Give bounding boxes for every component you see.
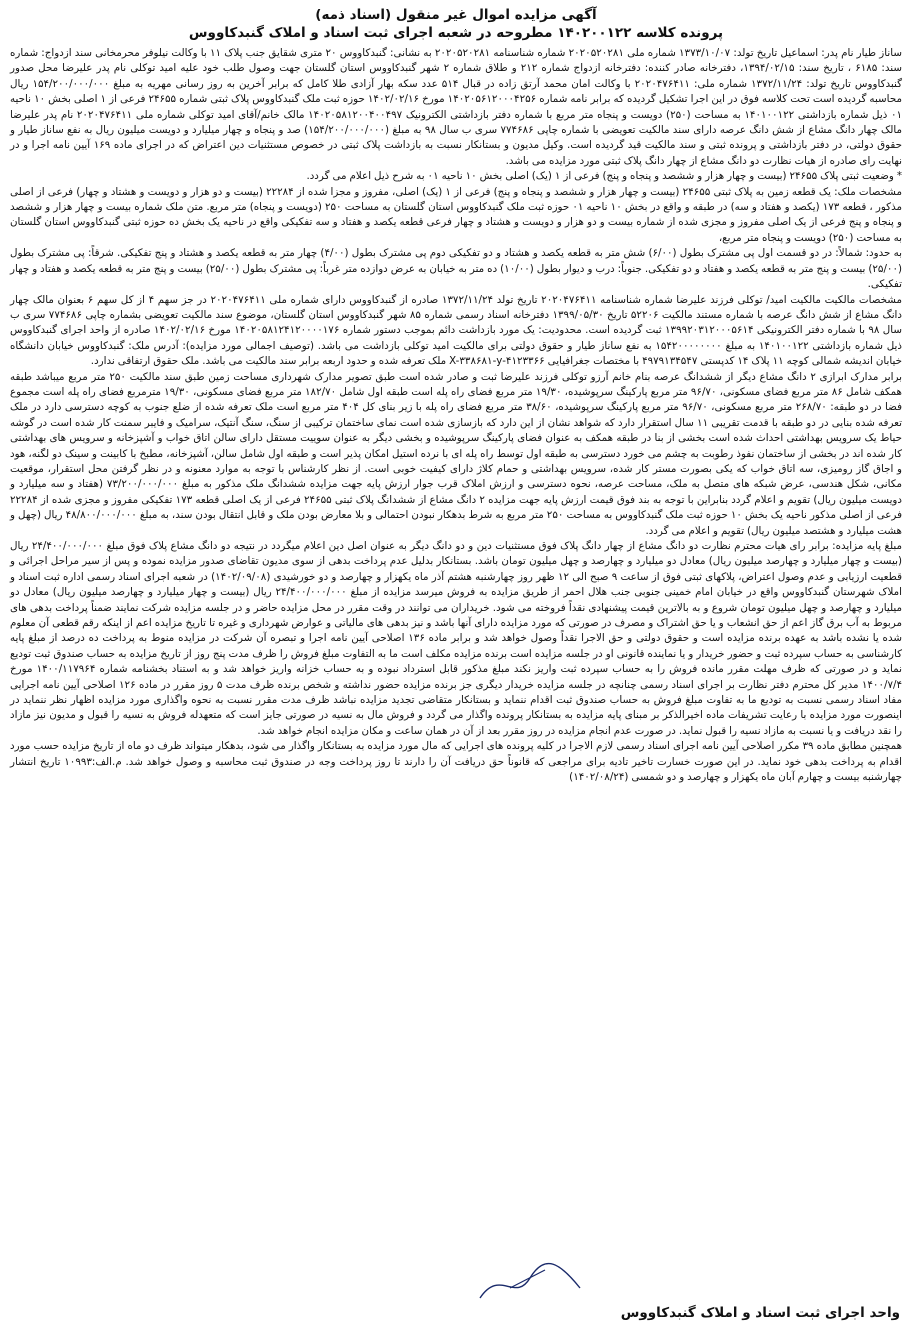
issuing-office-signature: واحد اجرای ثبت اسناد و املاک گنبدکاووس [620,1305,900,1321]
handwritten-signature-mark [470,1258,590,1308]
paragraph-final-notes: همچنین مطابق ماده ۳۹ مکرر اصلاحی آیین نامه اجرای اسناد رسمی لازم الاجرا در کلیه پرونده های اجرایی که مال مورد مزایده به بستانکار واگذار می شود، بدهکار میتواند ظرف دو ماه از تاریخ مزایده حسب مورد اقدام به پرداخت بدهی خود نماید. در این صورت خسارت تاخیر تادیه برای مراجعی که قانوناً حق دریافت آن را دارند تا روز پرداخت وجه در صندوق ثبت محاسبه و وصول خواهد شد. م.الف:۱۰۹۹۳ تاریخ انتشار چهارشنبه بیست و چهارم آبان ماه یکهزار و چهارصد و دو شمسی (۱۴۰۲/۰۸/۲۴) [10,740,903,784]
paragraph-boundaries: به حدود: شمالاً: در دو قسمت اول پی مشترک بطول (۶/۰۰) شش متر به قطعه یکصد و هشتاد و دو تفکیکی دوم پی مشترک بطول (۴/۰۰) چهار متر به قطعه یکصد و هشتاد و پنج تفکیکی. شرقاً: پی مشترک بطول (۲۵/۰۰) بیست و پنج متر به قطعه یکصد و هفتاد و دو تفکیکی. جنوباً: درب و دیوار بطول (۱۰/۰۰) ده متر به خیابان به عرض دوازده متر غرباً: پی مشترک بطول (۲۵/۰۰) بیست و پنج متر به قطعه یکصد و هفتاد و چهار تفکیکی. [10,247,903,291]
paragraph-auction-terms: مبلغ پایه مزایده: برابر رای هیات محترم نظارت دو دانگ مشاع از چهار دانگ پلاک فوق مستثنیات دین و دو دانگ دیگر به عنوان اصل دین اعلام میگردد در نتیجه دو دانگ مشاع پلاک فوق مبلغ ۲۴/۴۰۰/۰۰۰/۰۰۰ ریال (بیست و چهار میلیارد و چهارصد میلیون ریال) معادل دو میلیارد و چهارصد و چهل میلیون تومان باشد. بستانکار بدلیل عدم پرداخت بدهی از سوی مدیون تقاضای صدور مزایده نموده و پس از سیر مراحل اجرائی و قطعیت ارزیابی و عدم وصول اعتراض، پلاکهای ثبتی فوق از ساعت ۹ صبح الی ۱۲ ظهر روز چهارشنبه هشتم آذر ماه یکهزار و چهارصد و دو خورشیدی (۱۴۰۲/۰۹/۰۸) در شعبه اجرای اسناد رسمی اداره ثبت اسناد و املاک شهرستان گنبدکاووس واقع در خیابان امام خمینی جنوبی جنب هلال احمر از طریق مزایده به فروش میرسد مزایده از مبلغ ۲۴/۴۰۰/۰۰۰/۰۰۰ ریال (بیست و چهار میلیارد و چهارصد میلیون ریال) معادل دو میلیارد و چهارصد و چهل میلیون تومان شروع و به بالاترین قیمت پیشنهادی نقداً فروخته می شود. خریداران می توانند در وقت مقرر در محل مزایده حاضر و در جلسه مزایده شرکت نمایند ضمناً پرداخت بدهی های مربوط به آب برق گاز اعم از حق انشعاب و یا حق اشتراک و مصرف در صورتی که مورد مزایده دارای آنها باشد و نیز بدهی های مالیاتی و عوارض شهرداری و غیره تا تاریخ مزایده اعم از اینکه رقم قطعی آن معلوم شده یا نشده باشد به عهده برنده مزایده است و حقوق دولتی و حق الاجرا نقداً وصول خواهد شد و برابر ماده ۱۳۶ اصلاحی آیین نامه اجرا و تبصره آن شرکت در مزایده منوط به پرداخت ده درصد از مبلغ پایه کارشناسی به حساب سپرده ثبت و حضور خریدار و یا نماینده قانونی او در جلسه مزایده است برنده مزایده مکلف است ما به التفاوت مبلغ فروش را ظرف مدت پنج روز از تاریخ مزایده به حساب صندوق ثبت تودیع نماید و در صورتی که ظرف مهلت مقرر مانده فروش را به حساب سپرده ثبت واریز نکند مبلغ مذکور قابل استرداد نبوده و به حساب خزانه واریز خواهد شد و به استناد بخشنامه شماره ۱۴۰۰/۱۱۷۹۶۴ مورخ ۱۴۰۰/۷/۴ مدیر کل محترم دفتر نظارت بر اجرای اسناد رسمی چنانچه در جلسه مزایده خریدار دیگری جز برنده مزایده حضور نداشته و شخص برنده ظرف مدت ۵ روز مقرر در ماده ۱۲۶ اصلاحی آیین نامه اجرایی مفاد اسناد رسمی نسبت به تودیع ما به تفاوت مبلغ فروش به حساب صندوق ثبت اقدام ننماید و بستانکار متقاضی تجدید مزایده نباشد ظرف مدت مقرر نسبت به نحوه واگذاری مورد مزایده اظهار نظر ننماید در اینصورت مورد مزایده با رعایت تشریفات ماده اخیرالذکر بر مبنای پایه مزایده به بستانکار پرونده واگذار می گردد و فروش مال به نسیه در صورتی جایز است که متعهدله فروش به نسیه را قبول و مدیون نیز مازاد را نقد دریافت و یا نسبت به مازاد نسیه را قبول نماید. در صورت عدم انجام مزایده در روز مقرر بعد از آن در همان ساعت و مکان مزایده انجام خواهد شد. [10,540,903,737]
notice-subtitle: پرونده کلاسه ۱۴۰۲۰۰۱۲۲ مطروحه در شعبه اجرای ثبت اسناد و املاک گنبدکاووس [188,25,724,41]
paragraph-ownership: مشخصات مالکیت مالکیت امید/ توکلی فرزند علیرضا شماره شناسنامه ۲۰۲۰۴۷۶۴۱۱ تاریخ تولد ۱۳۷۲/۱۱/۲۴ صادره از گنبدکاووس دارای شماره ملی ۲۰۲۰۴۷۶۴۱۱ در جز سهم ۴ از کل سهم ۶ بعنوان مالک چهار دانگ مشاع از شش دانگ عرصه با شماره مستند مالکیت ۵۲۲۰۶ تاریخ ۱۳۹۹/۰۵/۳۰ دفترخانه اسناد رسمی شماره ۸۵ شهر گنبدکاووس استان گلستان، موضوع سند مالکیت تعویضی بشماره چاپی ۷۷۴۶۸۶ سری ب سال ۹۸ با شماره دفتر الکترونیکی ۱۳۹۹۲۰۳۱۲۰۰۰۵۶۱۴ ثبت گردیده است. محدودیت: یک مورد بازداشت دائم بموجب دستور شماره ۱۴۰۲۰۵۸۱۲۴۱۲۰۰۰۰۱۷۶ مورخ ۱۴۰۲/۰۲/۱۶ صادره از واحد اجرای گنبدکاووس ذیل شماره بازداشتی ۱۴۰۱۰۰۱۲۲ به مبلغ ۱۵۴۲۰۰۰۰۰۰۰۰ به نفع ساناز طیار و حقوق دولتی برای مالکیت امید توکلی بازداشت می باشد. (توصیف اجمالی مورد مزایده): آدرس ملک: گنبدکاووس خیابان دانشگاه خیابان اندیشه شمالی کوچه ۱۱ پلاک ۱۴ کدپستی ۴۹۷۹۱۳۴۵۴۷ با مختصات جغرافیایی X-۳۳۸۶۸۱-y-۴۱۲۳۳۶۶ ملک تعرفه شده و حدود اربعه برابر سند مالکیت می باشد. ملک حقوق ارتفاقی ندارد. [10,293,903,368]
paragraph-parties: ساناز طیار نام پدر: اسماعیل تاریخ تولد: ۱۳۷۳/۱۰/۰۷ شماره ملی ۲۰۲۰۵۲۰۲۸۱ شماره شناسنامه ۲۰۲۰۵۲۰۲۸۱ به نشانی: گنبدکاووس ۲۰ متری شقایق جنب پلاک ۱۱ با وکالت نیلوفر محرمخانی سند ازدواج: شماره سند: ۶۱۸۵ ، تاریخ سند: ۱۳۹۴/۰۲/۱۵، دفترخانه صادر کننده: دفترخانه ازدواج شماره ۲۱۲ و طلاق شماره ۲ شهر گنبدکاووس استان گلستان جهت وصول طلب خود علیه امید توکلی نام پدر علیرضا محل صدور گنبدکاووس تاریخ تولد: ۱۳۷۲/۱۱/۲۴ شماره ملی: ۲۰۲۰۴۷۶۴۱۱ با وکالت امان محمد آرتق زاده در قبال ۵۱۴ عدد سکه بهار آزادی طلا کامل که برابر آخرین به روز رسانی مهریه به مبلغ ۱۵۴/۲۰۰/۰۰۰/۰۰۰ ریال محاسبه گردیده است تحت کلاسه فوق در این اجرا تشکیل گردیده که برابر نامه شماره ۱۴۰۲۰۵۶۱۲۰۰۰۴۲۵۶ مورخ ۱۴۰۲/۰۲/۱۶ حوزه ثبت ملک گنبدکاووس پلاک ثبتی شماره ۲۴۶۵۵ فرعی از ۱ اصلی بخش ۱۰ ناحیه ۰۱ ذیل شماره بازداشتی ۱۴۰۱۰۰۱۲۲ به مساحت (۲۵۰) دویست و پنجاه متر مربع با شماره دفتر بازداشتی الکترونیک ۱۴۰۲۰۵۸۱۲۰۰۴۰۰۴۹۷ مالک خانم/آقای امید توکلی شماره ملی ۲۰۲۰۴۷۶۴۱۱ نام پدر علیرضا مالک چهار دانگ مشاع از شش دانگ عرصه دارای سند مالکیت تعویضی با شماره چاپی ۷۷۴۶۸۶ سری ب سال ۹۸ به مبلغ (۱۵۴/۲۰۰/۰۰۰/۰۰۰) صد و پنجاه و چهار میلیارد و دویست میلیون ریال به نفع ساناز طیار و حقوق دولتی، در دفتر بازداشتی و پرونده ثبتی و سند مالکیت قید گردیده است. وکیل مدیون و بستانکار نسبت به بازداشت پلاک ثبتی در خصوص مستثنیات دین اعتراض که در اجرای ماده ۱۶۹ آیین نامه اجرا و در نهایت رای صادره از هیات نظارت دو دانگ مشاع از چهار دانگ پلاک ثبتی مورد مزایده می باشد. [10,47,903,167]
notice-title: آگهی مزایده اموال غیر منقول (اسناد ذمه) [315,7,597,23]
paragraph-registry-status: * وضعیت ثبتی پلاک ۲۴۶۵۵ (بیست و چهار هزار و ششصد و پنجاه و پنج) فرعی از ۱ (یک) اصلی بخش ۱۰ ناحیه ۰۱ به شرح ذیل اعلام می گردد. [306,170,902,183]
paragraph-property-specs: مشخصات ملک: یک قطعه زمین به پلاک ثبتی ۲۴۶۵۵ (بیست و چهار هزار و ششصد و پنجاه و پنج) فرعی از ۱ (یک) اصلی، مفروز و مجزا شده از ۲۲۲۸۴ (بیست و دو هزار و دویست و هشتاد و چهار) فرعی از اصلی مذکور ، قطعه ۱۷۳ (یکصد و هفتاد و سه) در طبقه و واقع در بخش ۱۰ ناحیه ۰۱ حوزه ثبت ملک گنبدکاووس استان گلستان به مساحت ۲۵۰ (دویست و پنجاه) متر مربع. متن ملک شماره بیست و چهار هزار و ششصد و پنجاه و پنج فرعی از یک اصلی مفروز و مجزی شده از شماره بیست و دو هزار و دویست و هشتاد و چهار فرعی قطعه یکصد و هفتاد و سه تفکیکی واقع در ناحیه یک بخش ده حوزه ثبتی گنبدکاووس استان گلستان به مساحت (۲۵۰) دویست و پنجاه متر مربع، [10,185,903,244]
paragraph-appraisal: برابر مدارک ابرازی ۲ دانگ مشاع دیگر از ششدانگ عرصه بنام خانم آرزو توکلی فرزند علیرضا ثبت و صادر شده است طبق تصویر مدارک شهرداری مساحت زمین طبق سند مالکیت ۲۵۰ متر مربع میباشد طبقه همکف شامل ۸۶ متر مربع فضای مسکونی، ۹۶/۷۰ متر مربع پارکینگ سرپوشیده، ۱۹/۳۰ متر مربع فضای راه پله است طبقه اول شامل ۱۸۲/۷۰ متر مربع فضای مسکونی، ۱۹/۳۰ مترمربع فضای راه پله است مجموع فضا در دو طبقه: ۲۶۸/۷۰ متر مربع مسکونی، ۹۶/۷۰ متر مربع پارکینگ سرپوشیده، ۳۸/۶۰ متر مربع فضای راه پله با زیر بنای کل ۴۰۴ متر مربع است ملک تعرفه شده از ضلع جنوب به کوچه دسترسی دارد در ملک تعرفه شده بنایی در دو طبقه با قدمت تقریبی ۱۱ سال استقرار دارد که شواهد نشان از این دارد که بازسازی شده است نمای ساختمان ترکیبی از سنگ، سنگ آنتیک، سرامیک و فایبر سمنت کار شده است در گوشه حیاط یک سرویس بهداشتی احداث شده است بخشی از بنا در طبقه همکف به عنوان فضای پارکینگ سرپوشیده و بخشی دیگر به عنوان سوییت مستقل دارای سالن اتاق خواب و آشپزخانه و سرویس های بهداشتی کار شده اند در بخشی از ساختمان نفوذ رطوبت به چشم می خورد دسترسی به طبقه اول توسط راه پله ای با نرده استیل امکان پذیر است و طبقه اول شامل سالن، آشپزخانه، مطبخ با کابینت و سینک دو لگنه، هود و اجاق گاز رومیزی، سه اتاق خواب که یکی بصورت مستر کار شده، سرویس بهداشتی و حمام کلاژ دارای کیفیت خوبی است. از نظر کارشناس با توجه به موارد معنونه و در نظر گرفتن محل استقرار، موقعیت مکانی، شکل هندسی، عرض شبکه های متصل به ملک، مساحت عرصه، نحوه دسترسی و ارزش املاک قرب جوار ارزش پایه جهت مزایده ششدانگ ملک مذکور به مبلغ ۷۳/۲۰۰/۰۰۰/۰۰۰ (هفتاد و سه میلیارد و دویست میلیون ریال) تقویم و اعلام گردد بنابراین با توجه به بند فوق قیمت ارزش پایه جهت مزایده ۲ دانگ مشاع از ششدانگ پلاک ثبتی ۲۴۶۵۵ فرعی از یک اصلی قطعه ۱۷۳ تفکیکی مفروز و مجزی شده از ۲۲۲۸۴ فرعی از اصلی مذکور ناحیه یک بخش ۱۰ حوزه ثبت ملک گنبدکاووس به مساحت ۲۵۰ متر مربع به شرط بدهکار نبودن احتمالی و بلا معارض بودن ملک و قابل انتقال بودن سند، به مبلغ ۴۸/۸۰۰/۰۰۰/۰۰۰ ریال (چهل و هشت میلیارد و هشتصد میلیون ریال) تقویم و اعلام می گردد. [10,370,903,537]
